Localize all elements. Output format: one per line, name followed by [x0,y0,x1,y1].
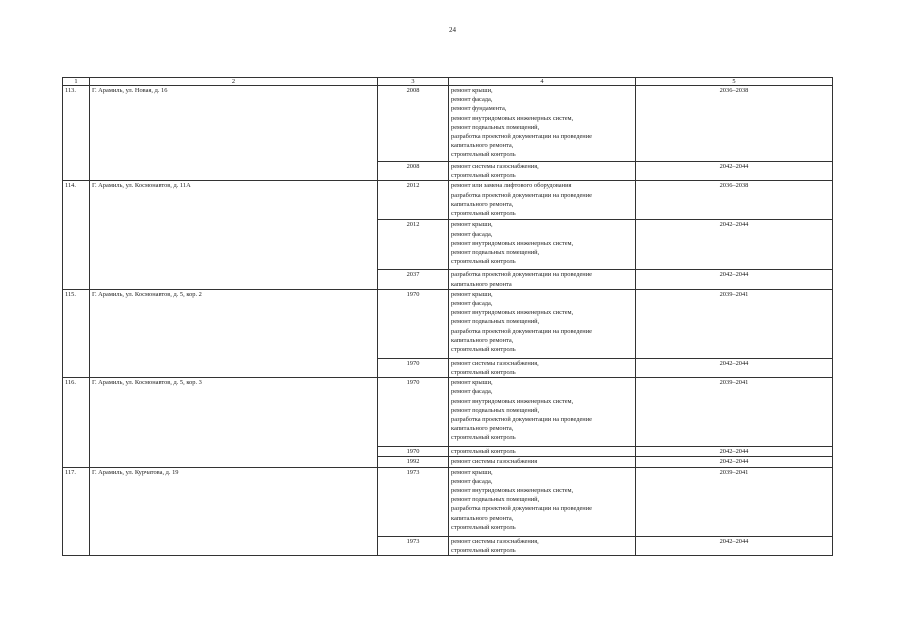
year-cell: 1973 [378,467,449,536]
work-item: капитального ремонта, [451,425,514,433]
work-item: ремонт фасада, [451,300,493,308]
work-item: строительный контроль [451,448,516,456]
works-cell [449,358,636,377]
work-item: ремонт подвальных помещений, [451,318,540,326]
period-cell: 2039–2041 [636,378,833,447]
year-cell: 1970 [378,378,449,447]
work-item: ремонт внутридомовых инженерных систем, [451,114,574,122]
work-item: ремонт системы газоснабжения, [451,163,539,170]
work-item: ремонт фасада, [451,477,493,485]
work-item: строительный контроль [451,546,516,554]
period-cell: 2042–2044 [636,220,833,270]
period-cell: 2042–2044 [636,457,833,467]
period-cell: 2042–2044 [636,358,833,377]
work-item: ремонт крыши, [451,87,493,94]
year-cell: 2008 [378,86,449,162]
works-cell [449,447,636,457]
work-item: ремонт крыши, [451,290,493,298]
period-cell: 2042–2044 [636,447,833,457]
column-number-header: 4 [449,78,636,86]
work-item: ремонт подвальных помещений, [451,406,540,414]
work-item: ремонт крыши, [451,379,493,387]
work-item: строительный контроль [451,151,516,159]
period-cell: 2039–2041 [636,289,833,358]
work-item: капитального ремонта, [451,514,514,522]
work-item: капитального ремонта, [451,336,514,344]
works-cell [449,220,636,270]
work-item: ремонт внутридомовых инженерных систем, [451,487,574,495]
building-number: 114. [63,181,90,289]
work-item: строительный контроль [451,346,516,354]
year-cell: 1992 [378,457,449,467]
year-cell: 2008 [378,162,449,181]
work-item: ремонт системы газоснабжения, [451,537,539,545]
work-item: ремонт внутридомовых инженерных систем, [451,239,574,247]
table-row [63,467,833,536]
works-cell [449,289,636,358]
capital-repair-table [62,77,833,556]
work-item: ремонт крыши, [451,468,493,476]
work-item: строительный контроль [451,369,516,377]
work-item: ремонт фасада, [451,96,493,104]
building-address: Г. Арамиль, ул. Космонавтов, д. 5, кор. 3 [90,378,378,467]
year-cell: 1970 [378,447,449,457]
column-number-row [63,78,833,86]
building-number: 115. [63,289,90,377]
work-item: капитального ремонта, [451,142,514,150]
year-cell: 2012 [378,220,449,270]
building-address: Г. Арамиль, ул. Космонавтов, д. 5, кор. 2 [90,289,378,377]
work-item: разработка проектной документации на проведение [451,191,592,199]
work-item: разработка проектной документации на проведение [451,327,592,335]
work-item: ремонт подвальных помещений, [451,123,540,131]
work-item: разработка проектной документации на проведение [451,133,592,141]
work-item: строительный контроль [451,258,516,266]
building-number: 117. [63,467,90,555]
column-number-header: 2 [90,78,378,86]
works-cell [449,86,636,162]
table-row [63,181,833,220]
works-cell [449,536,636,555]
period-cell: 2036–2038 [636,181,833,220]
period-cell: 2042–2044 [636,162,833,181]
table-body [63,86,833,556]
work-item: ремонт системы газоснабжения [451,458,538,466]
work-item: ремонт фундамента, [451,105,507,113]
work-item: ремонт подвальных помещений, [451,496,540,504]
work-item: разработка проектной документации на проведение [451,416,592,424]
work-item: ремонт крыши, [451,221,493,229]
works-cell [449,457,636,467]
year-cell: 2012 [378,181,449,220]
building-address: Г. Арамиль, ул. Космонавтов, д. 11А [90,181,378,289]
year-cell: 1970 [378,289,449,358]
work-item: ремонт фасада, [451,230,493,238]
work-item: строительный контроль [451,210,516,218]
table-row [63,289,833,358]
works-cell [449,270,636,289]
table-row [63,86,833,162]
works-cell [449,181,636,220]
building-address: Г. Арамиль, ул. Курчатова, д. 19 [90,467,378,555]
building-address: Г. Арамиль, ул. Новая, д. 16 [90,86,378,181]
work-item: ремонт или замена лифтового оборудования [451,182,572,190]
work-item: ремонт подвальных помещений, [451,249,540,257]
work-item: ремонт фасада, [451,388,493,396]
works-cell [449,162,636,181]
work-item: ремонт внутридомовых инженерных систем, [451,397,574,405]
work-item: строительный контроль [451,523,516,531]
year-cell: 1970 [378,358,449,377]
work-item: капитального ремонта, [451,200,514,208]
work-item: капитального ремонта [451,280,512,288]
works-cell [449,378,636,447]
page-number: 24 [449,26,456,34]
work-item: ремонт внутридомовых инженерных систем, [451,309,574,317]
year-cell: 2037 [378,270,449,289]
column-number-header: 1 [63,78,90,86]
building-number: 116. [63,378,90,467]
column-number-header: 5 [636,78,833,86]
period-cell: 2042–2044 [636,270,833,289]
period-cell: 2036–2038 [636,86,833,162]
column-number-header: 3 [378,78,449,86]
table-row [63,378,833,447]
works-cell [449,467,636,536]
building-number: 113. [63,86,90,181]
work-item: ремонт системы газоснабжения, [451,359,539,367]
work-item: строительный контроль [451,434,516,442]
work-item: разработка проектной документации на проведение [451,271,592,279]
year-cell: 1973 [378,536,449,555]
work-item: разработка проектной документации на проведение [451,505,592,513]
period-cell: 2039–2041 [636,467,833,536]
period-cell: 2042–2044 [636,536,833,555]
work-item: строительный контроль [451,172,516,180]
